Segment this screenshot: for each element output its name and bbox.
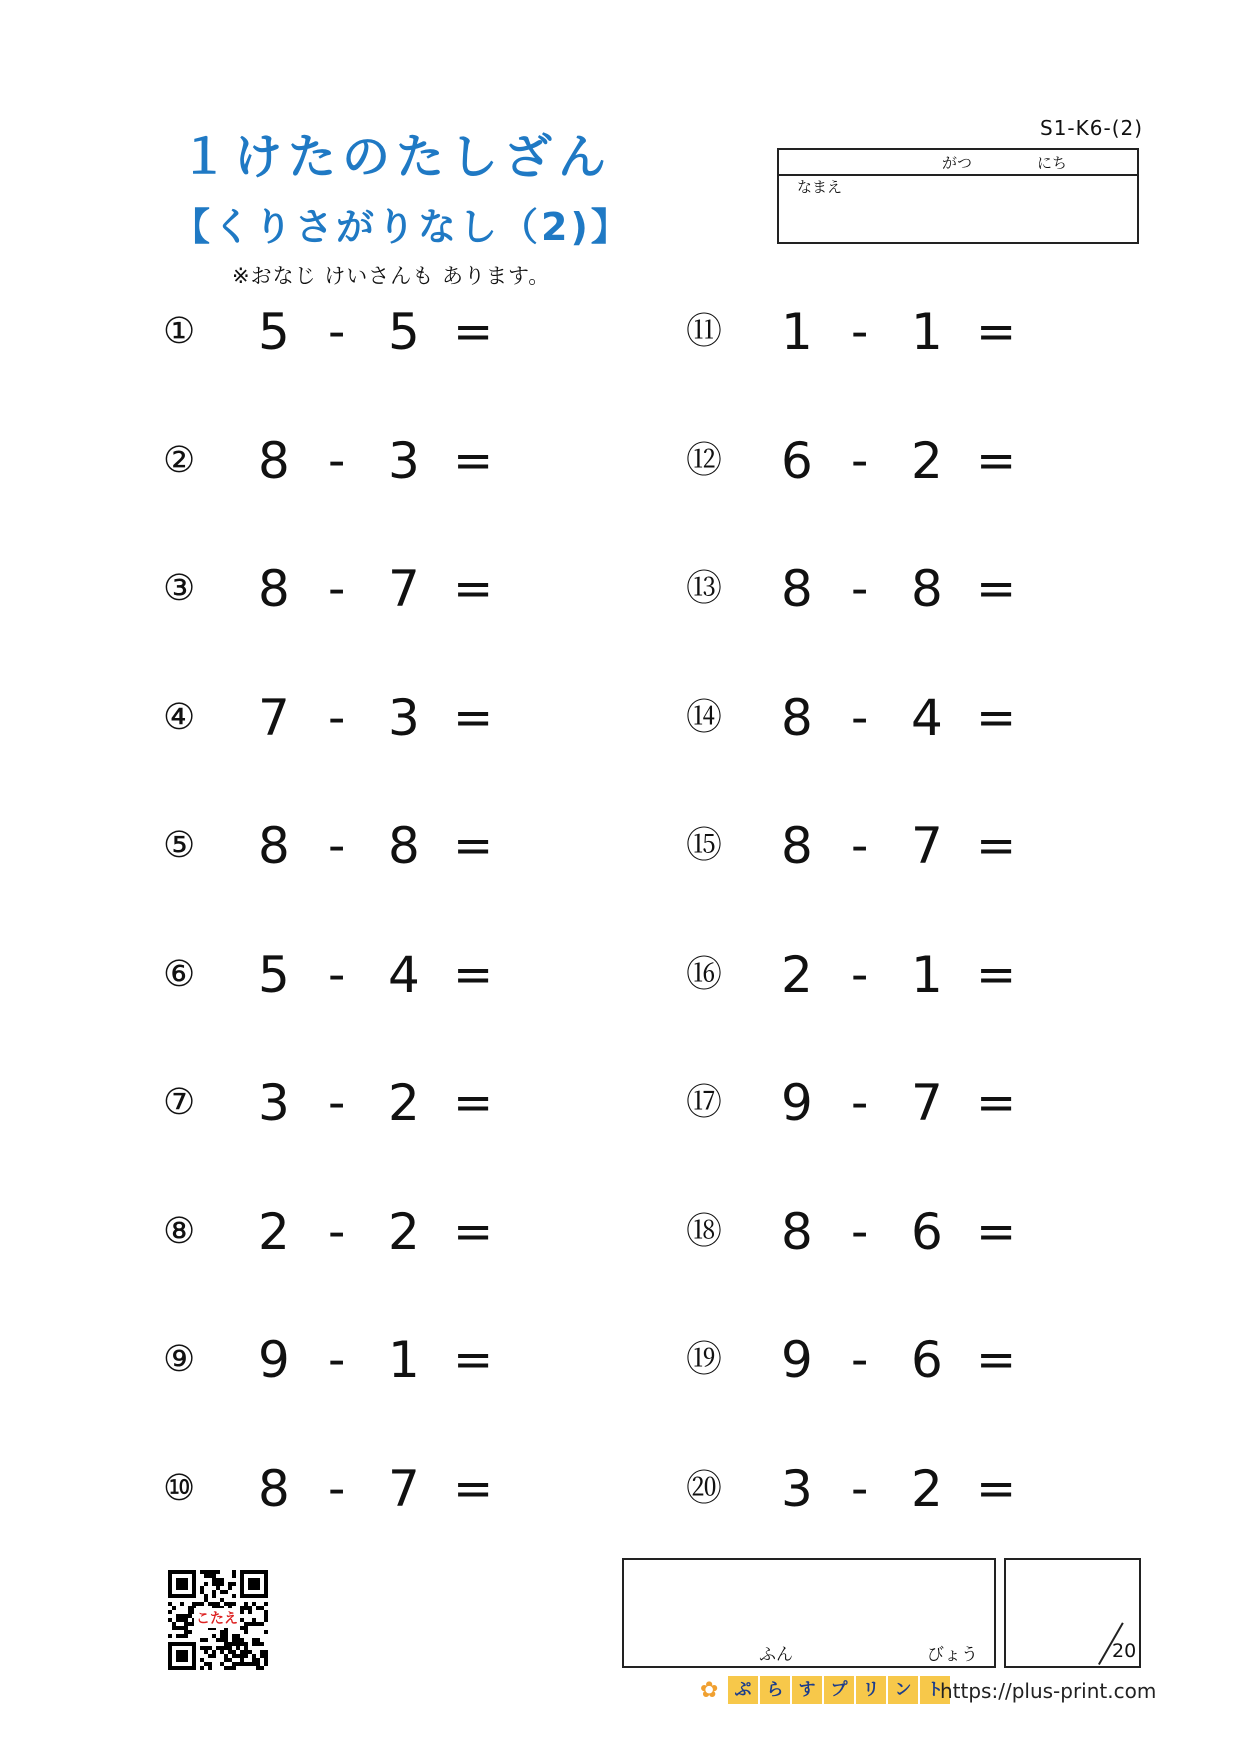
month-label: がつ <box>942 154 973 172</box>
problem-operand-a: 8 <box>258 817 290 875</box>
time-box[interactable] <box>622 1558 996 1668</box>
page-subtitle: 【くりさがりなし（2)】 <box>172 205 632 249</box>
problem-operator: - <box>328 1075 346 1131</box>
problem-equals: = <box>453 946 494 1003</box>
score-total: 20 <box>1112 1640 1137 1662</box>
problem-operand-a: 8 <box>258 1459 290 1518</box>
problem-item <box>686 1459 1126 1519</box>
problem-operand-b: 7 <box>388 560 420 618</box>
brand-char: リ <box>856 1676 886 1704</box>
problem-number: ⑲ <box>686 1339 723 1380</box>
problem-operator: - <box>328 1332 346 1388</box>
problem-operand-a: 9 <box>781 1074 813 1132</box>
problem-operand-b: 1 <box>911 945 943 1004</box>
note-text: ※おなじ けいさんも あります。 <box>232 264 551 288</box>
problem-equals: = <box>976 432 1017 489</box>
problem-operand-a: 5 <box>258 945 290 1004</box>
problem-operator: - <box>328 1203 346 1260</box>
problem-number: ⑩ <box>163 1467 196 1509</box>
problem-operand-a: 5 <box>258 303 290 361</box>
problem-operand-a: 7 <box>258 688 290 747</box>
problem-equals: = <box>976 1203 1017 1260</box>
minutes-label: ふん <box>759 1645 793 1665</box>
problem-operand-b: 3 <box>388 688 420 747</box>
problem-item <box>163 945 603 1005</box>
problem-operator: - <box>851 304 869 360</box>
problem-operator: - <box>328 689 346 746</box>
problem-item <box>163 559 603 619</box>
problem-operator: - <box>851 818 869 874</box>
problem-item <box>163 1202 603 1262</box>
problem-equals: = <box>976 1332 1017 1388</box>
problem-item <box>686 1330 1126 1390</box>
problem-operator: - <box>851 1075 869 1131</box>
problem-operator: - <box>328 304 346 360</box>
problem-operand-a: 9 <box>781 1331 813 1389</box>
problem-operand-b: 8 <box>388 817 420 875</box>
problem-operator: - <box>328 432 346 489</box>
problem-item <box>686 816 1126 876</box>
problem-number: ⑬ <box>686 568 723 609</box>
problem-number: ① <box>163 311 196 352</box>
problem-operator: - <box>328 818 346 874</box>
problem-number: ⑦ <box>163 1082 196 1123</box>
footer-url[interactable]: https://plus-print.com <box>940 1679 1157 1703</box>
problem-number: ⑳ <box>686 1467 723 1509</box>
problem-operand-b: 6 <box>911 1202 943 1261</box>
problem-operand-a: 8 <box>781 560 813 618</box>
problem-operand-b: 1 <box>388 1331 420 1389</box>
problem-number: ⑧ <box>163 1210 196 1252</box>
problem-operator: - <box>851 432 869 489</box>
problem-item <box>163 1459 603 1519</box>
problem-operand-b: 2 <box>388 1202 420 1261</box>
name-label: なまえ <box>797 178 843 196</box>
worksheet-code: S1-K6-(2) <box>1040 116 1144 140</box>
brand-char: す <box>792 1676 822 1704</box>
day-label: にち <box>1037 154 1068 172</box>
problem-number: ⑨ <box>163 1339 196 1380</box>
problem-operand-b: 6 <box>911 1331 943 1389</box>
problem-equals: = <box>976 946 1017 1003</box>
problem-operand-b: 7 <box>911 1074 943 1132</box>
problem-operand-b: 2 <box>388 1074 420 1132</box>
problem-number: ② <box>163 439 196 481</box>
answer-label: こたえ <box>194 1608 240 1628</box>
problem-equals: = <box>453 1075 494 1131</box>
problem-equals: = <box>976 1460 1017 1517</box>
brand-char: ぷ <box>728 1676 758 1704</box>
problem-equals: = <box>976 304 1017 360</box>
problem-operand-a: 6 <box>781 431 813 490</box>
problem-number: ⑪ <box>686 311 723 352</box>
problem-operand-a: 3 <box>258 1074 290 1132</box>
problem-item <box>686 945 1126 1005</box>
problem-operator: - <box>328 946 346 1003</box>
problem-number: ⑯ <box>686 953 723 995</box>
problem-item <box>686 688 1126 748</box>
problem-item <box>686 431 1126 491</box>
problem-equals: = <box>453 818 494 874</box>
score-box[interactable] <box>1004 1558 1141 1668</box>
brand-char: ン <box>888 1676 918 1704</box>
problem-item <box>163 688 603 748</box>
problem-operator: - <box>851 1332 869 1388</box>
problem-equals: = <box>453 1332 494 1388</box>
problem-operand-b: 4 <box>388 945 420 1004</box>
problem-operand-a: 8 <box>781 817 813 875</box>
problem-number: ③ <box>163 568 196 609</box>
problem-item <box>686 1202 1126 1262</box>
problem-operator: - <box>851 1460 869 1517</box>
problem-number: ④ <box>163 696 196 738</box>
problem-number: ⑮ <box>686 825 723 866</box>
problem-operand-a: 2 <box>781 945 813 1004</box>
problem-operand-a: 1 <box>781 303 813 361</box>
problem-item <box>163 1073 603 1133</box>
problem-item <box>686 302 1126 362</box>
problem-operator: - <box>328 1460 346 1517</box>
problem-operator: - <box>328 561 346 617</box>
problem-operand-b: 8 <box>911 560 943 618</box>
problem-operand-b: 4 <box>911 688 943 747</box>
problem-operand-a: 2 <box>258 1202 290 1261</box>
problem-operand-a: 8 <box>258 560 290 618</box>
problem-operand-a: 8 <box>781 688 813 747</box>
problem-operand-b: 7 <box>911 817 943 875</box>
problem-operator: - <box>851 561 869 617</box>
problem-equals: = <box>976 561 1017 617</box>
problem-equals: = <box>976 818 1017 874</box>
problem-operand-a: 8 <box>781 1202 813 1261</box>
problem-item <box>163 1330 603 1390</box>
brand-char: プ <box>824 1676 854 1704</box>
problem-equals: = <box>453 304 494 360</box>
problem-item <box>686 559 1126 619</box>
brand-char: ら <box>760 1676 790 1704</box>
problem-equals: = <box>453 561 494 617</box>
problem-equals: = <box>976 689 1017 746</box>
problem-item <box>686 1073 1126 1133</box>
problem-operand-b: 2 <box>911 431 943 490</box>
problem-item <box>163 816 603 876</box>
problem-number: ⑥ <box>163 953 196 995</box>
problem-operator: - <box>851 1203 869 1260</box>
brand-char: ト <box>920 1676 950 1704</box>
problem-number: ⑫ <box>686 439 723 481</box>
problem-operand-b: 1 <box>911 303 943 361</box>
problem-operand-b: 2 <box>911 1459 943 1518</box>
problem-number: ⑭ <box>686 696 723 738</box>
problem-equals: = <box>453 1460 494 1517</box>
problem-number: ⑰ <box>686 1082 723 1123</box>
problem-operand-b: 7 <box>388 1459 420 1518</box>
problem-operand-a: 3 <box>781 1459 813 1518</box>
problem-operand-a: 8 <box>258 431 290 490</box>
problem-item <box>163 302 603 362</box>
problem-number: ⑤ <box>163 825 196 866</box>
page-title: １けたのたしざん <box>180 129 613 185</box>
problem-operand-b: 5 <box>388 303 420 361</box>
problem-equals: = <box>453 689 494 746</box>
seconds-label: びょう <box>927 1645 978 1665</box>
problem-operator: - <box>851 946 869 1003</box>
problem-equals: = <box>453 1203 494 1260</box>
problem-operand-b: 3 <box>388 431 420 490</box>
problem-number: ⑱ <box>686 1210 723 1252</box>
problem-equals: = <box>453 432 494 489</box>
problem-item <box>163 431 603 491</box>
brand-mascot-icon: ✿ <box>700 1678 719 1703</box>
problem-operand-a: 9 <box>258 1331 290 1389</box>
problem-equals: = <box>976 1075 1017 1131</box>
problem-operator: - <box>851 689 869 746</box>
